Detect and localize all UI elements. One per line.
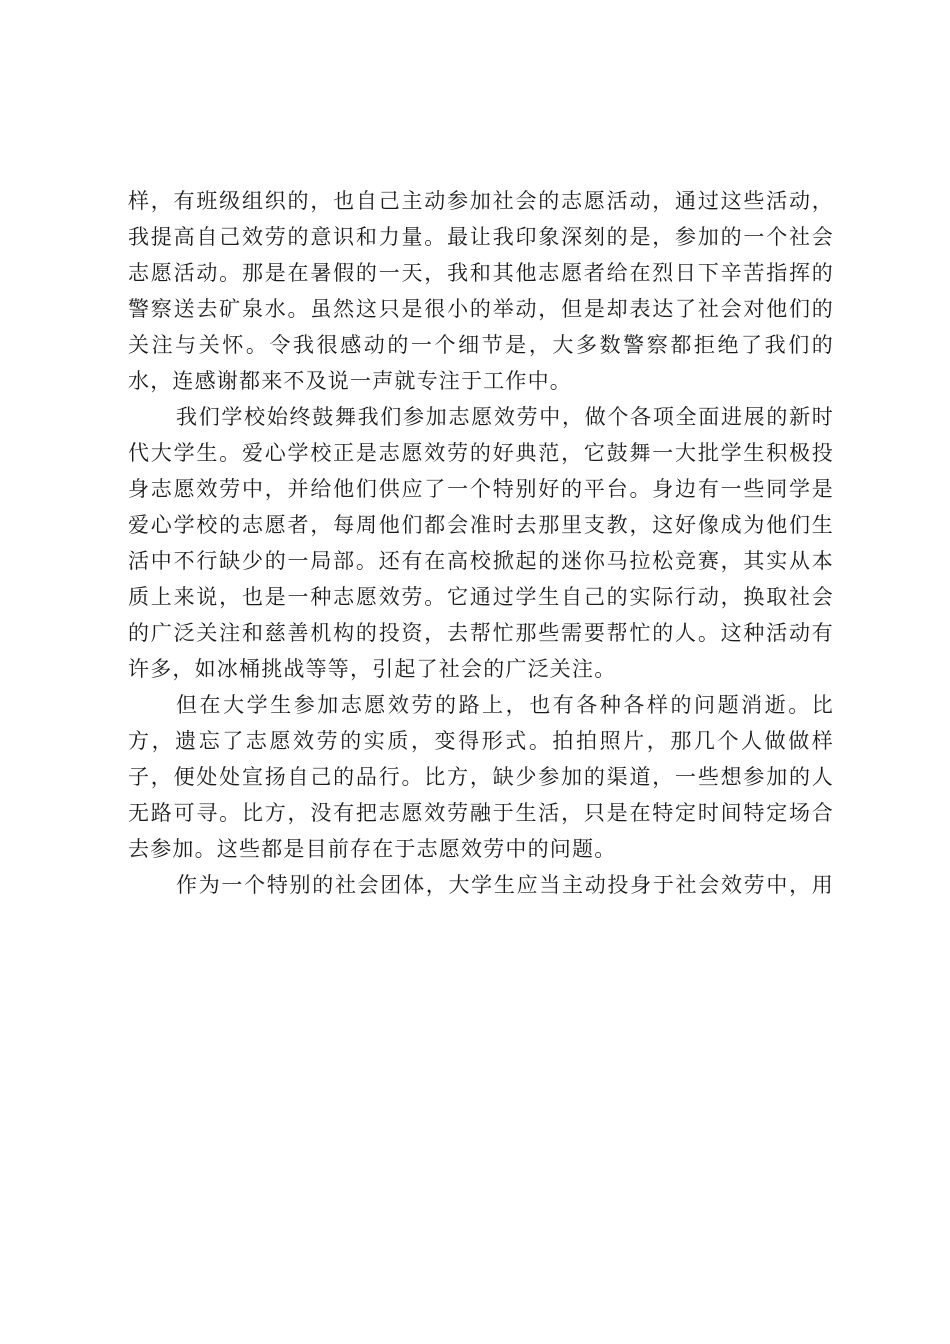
text-line: 子，便处处宣扬自己的品行。比方，缺少参加的渠道，一些想参加的人 — [128, 765, 834, 789]
text-line: 爱心学校的志愿者，每周他们都会准时去那里支教，这好像成为他们生 — [128, 513, 834, 537]
text-line: 志愿活动。那是在暑假的一天，我和其他志愿者给在烈日下辛苦指挥的 — [128, 261, 834, 285]
body-text — [128, 183, 834, 903]
paragraph-2 — [128, 399, 834, 687]
text-line: 质上来说，也是一种志愿效劳。它通过学生自己的实际行动，换取社会 — [128, 585, 834, 609]
text-line: 方，遗忘了志愿效劳的实质，变得形式。拍拍照片，那几个人做做样 — [128, 729, 834, 753]
text-line: 的广泛关注和慈善机构的投资，去帮忙那些需要帮忙的人。这种活动有 — [128, 621, 834, 645]
text-line: 代大学生。爱心学校正是志愿效劳的好典范，它鼓舞一大批学生积极投 — [128, 441, 834, 465]
text-line: 我们学校始终鼓舞我们参加志愿效劳中，做个各项全面进展的新时 — [176, 405, 834, 429]
text-line: 警察送去矿泉水。虽然这只是很小的举动，但是却表达了社会对他们的 — [128, 297, 834, 321]
text-line: 样，有班级组织的，也自己主动参加社会的志愿活动，通过这些活动， — [128, 189, 834, 213]
text-line: 活中不行缺少的一局部。还有在高校掀起的迷你马拉松竞赛，其实从本 — [128, 549, 834, 573]
paragraph-1 — [128, 183, 834, 399]
text-line: 关注与关怀。令我很感动的一个细节是，大多数警察都拒绝了我们的 — [128, 333, 834, 357]
text-line: 作为一个特别的社会团体，大学生应当主动投身于社会效劳中，用 — [176, 873, 834, 897]
text-line: 我提高自己效劳的意识和力量。最让我印象深刻的是，参加的一个社会 — [128, 225, 834, 249]
text-line: 水，连感谢都来不及说一声就专注于工作中。 — [128, 369, 572, 393]
text-line: 许多，如冰桶挑战等等，引起了社会的广泛关注。 — [128, 657, 617, 681]
paragraph-4 — [128, 867, 834, 903]
text-line: 去参加。这些都是目前存在于志愿效劳中的问题。 — [128, 837, 617, 861]
text-line: 身志愿效劳中，并给他们供应了一个特别好的平台。身边有一些同学是 — [128, 477, 834, 501]
text-line: 无路可寻。比方，没有把志愿效劳融于生活，只是在特定时间特定场合 — [128, 801, 834, 825]
text-line: 但在大学生参加志愿效劳的路上，也有各种各样的问题消逝。比 — [176, 693, 834, 717]
paragraph-3 — [128, 687, 834, 867]
